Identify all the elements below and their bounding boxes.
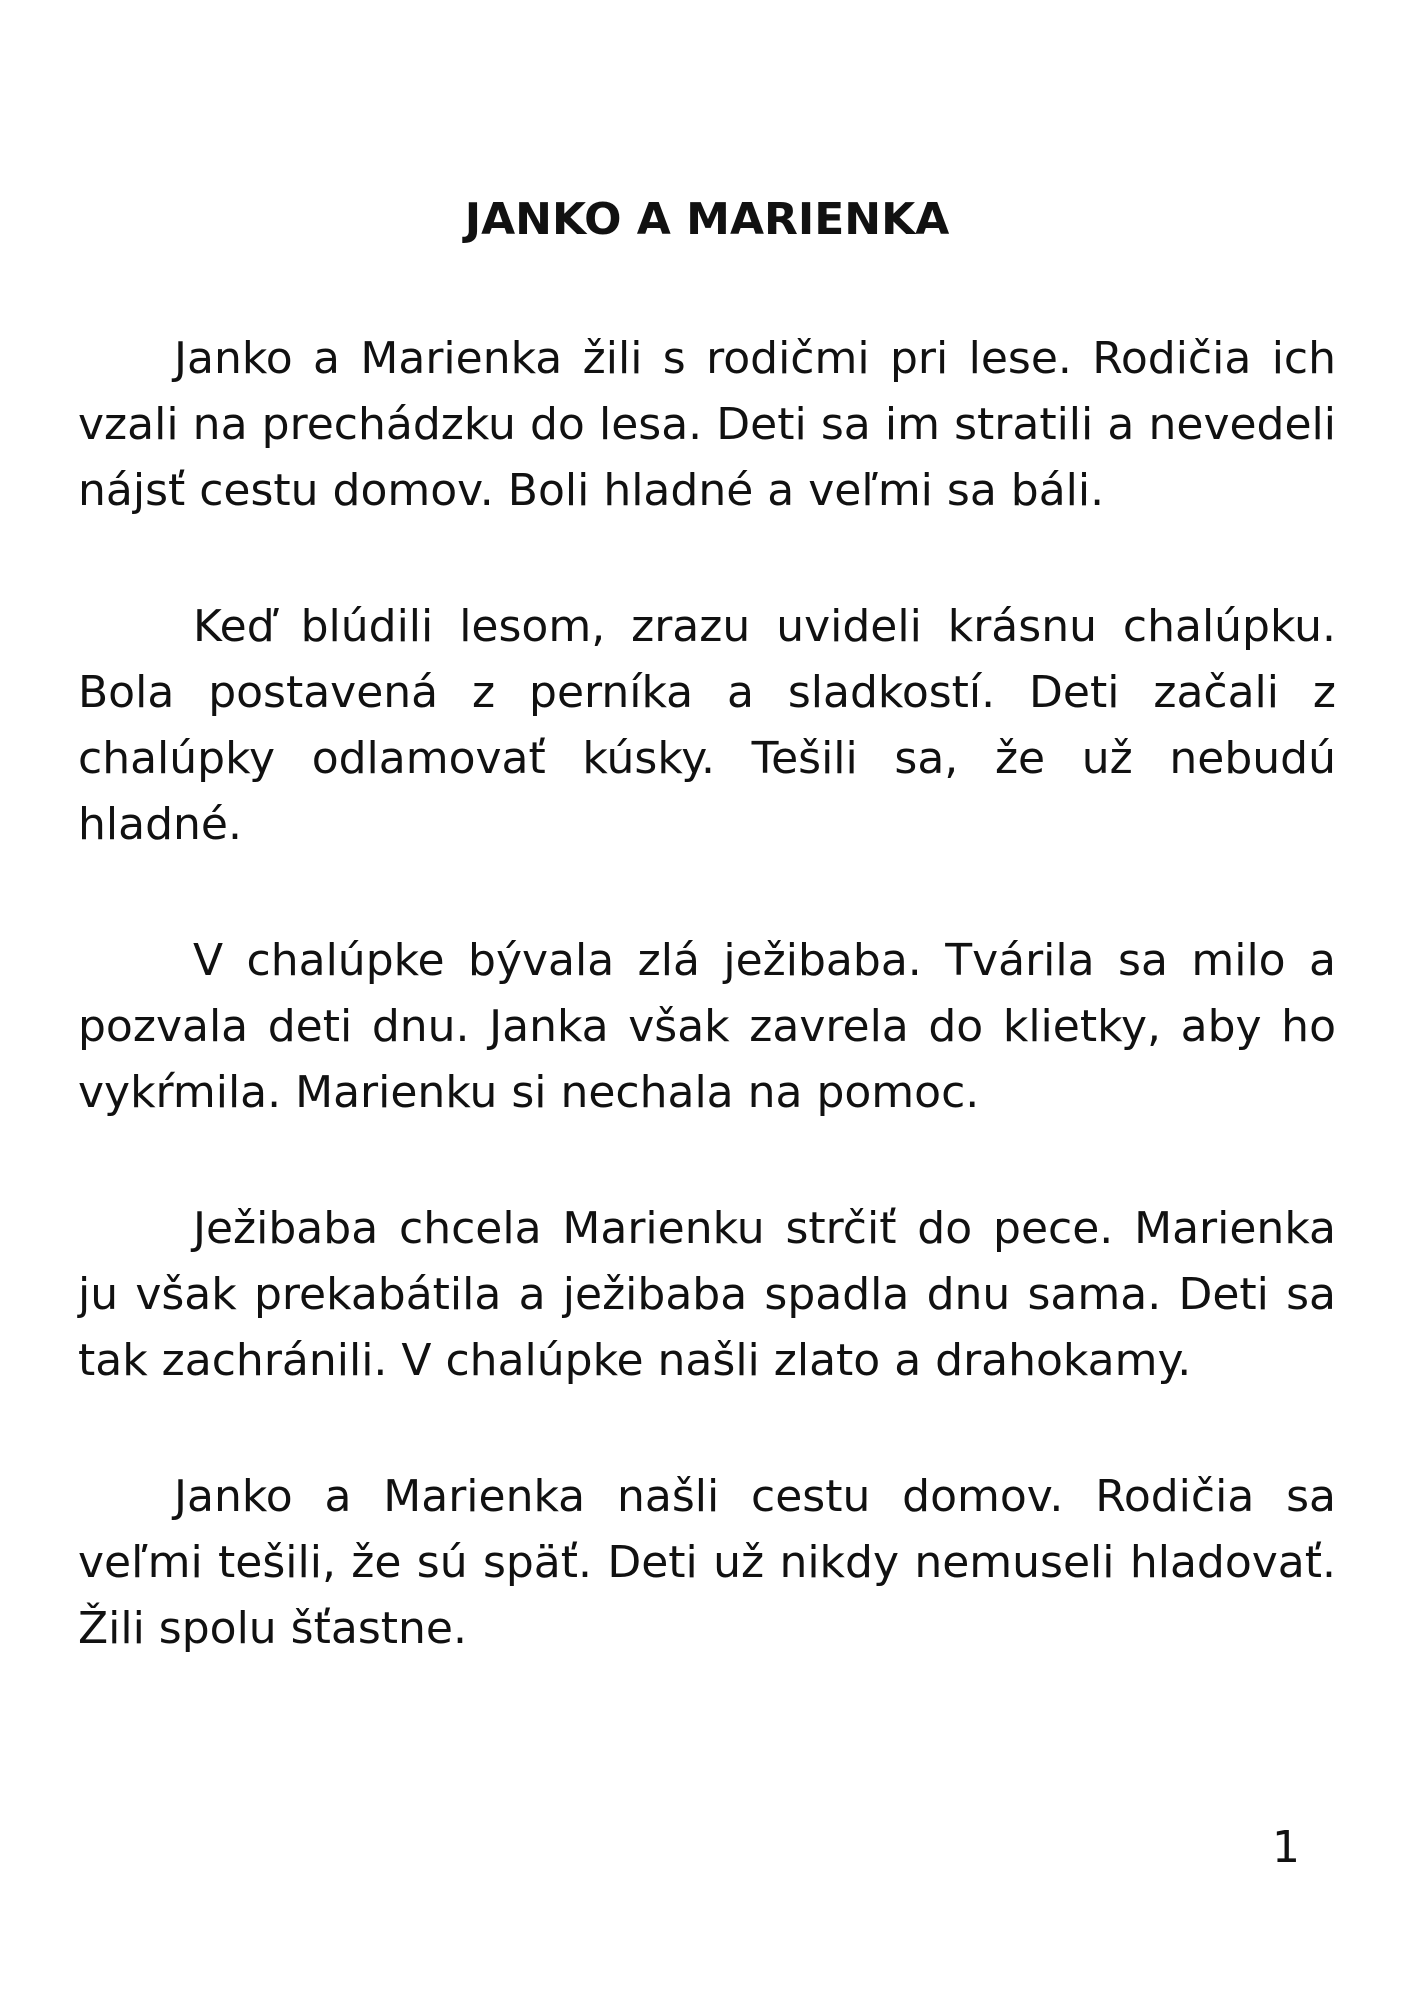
page-title: JANKO A MARIENKA bbox=[464, 194, 950, 245]
story-paragraph-5: Janko a Marienka našli cestu domov. Rodičia sa veľmi tešili, že sú späť. Deti už nikdy nemuseli hladovať. Žili spolu šťastne. bbox=[78, 1471, 1336, 1654]
page-number: 1 bbox=[1272, 1822, 1300, 1873]
story-paragraph-1: Janko a Marienka žili s rodičmi pri lese. Rodičia ich vzali na prechádzku do lesa. Deti sa im stratili a nevedeli nájsť cestu domov. Boli hladné a veľmi sa báli. bbox=[78, 333, 1336, 516]
story-paragraph-4: Ježibaba chcela Marienku strčiť do pece. Marienka ju však prekabátila a ježibaba spadla dnu sama. Deti sa tak zachránili. V chalúpke našli zlato a drahokamy. bbox=[78, 1203, 1336, 1386]
story-body bbox=[78, 326, 1336, 1732]
story-paragraph-3: V chalúpke bývala zlá ježibaba. Tvárila sa milo a pozvala deti dnu. Janka však zavrela do klietky, aby ho vykŕmila. Marienku si nechala na pomoc. bbox=[78, 935, 1336, 1118]
story-paragraph-2: Keď blúdili lesom, zrazu uvideli krásnu chalúpku. Bola postavená z perníka a sladkostí. Deti začali z chalúpky odlamovať kúsky. Tešili sa, že už nebudú hladné. bbox=[78, 601, 1336, 850]
